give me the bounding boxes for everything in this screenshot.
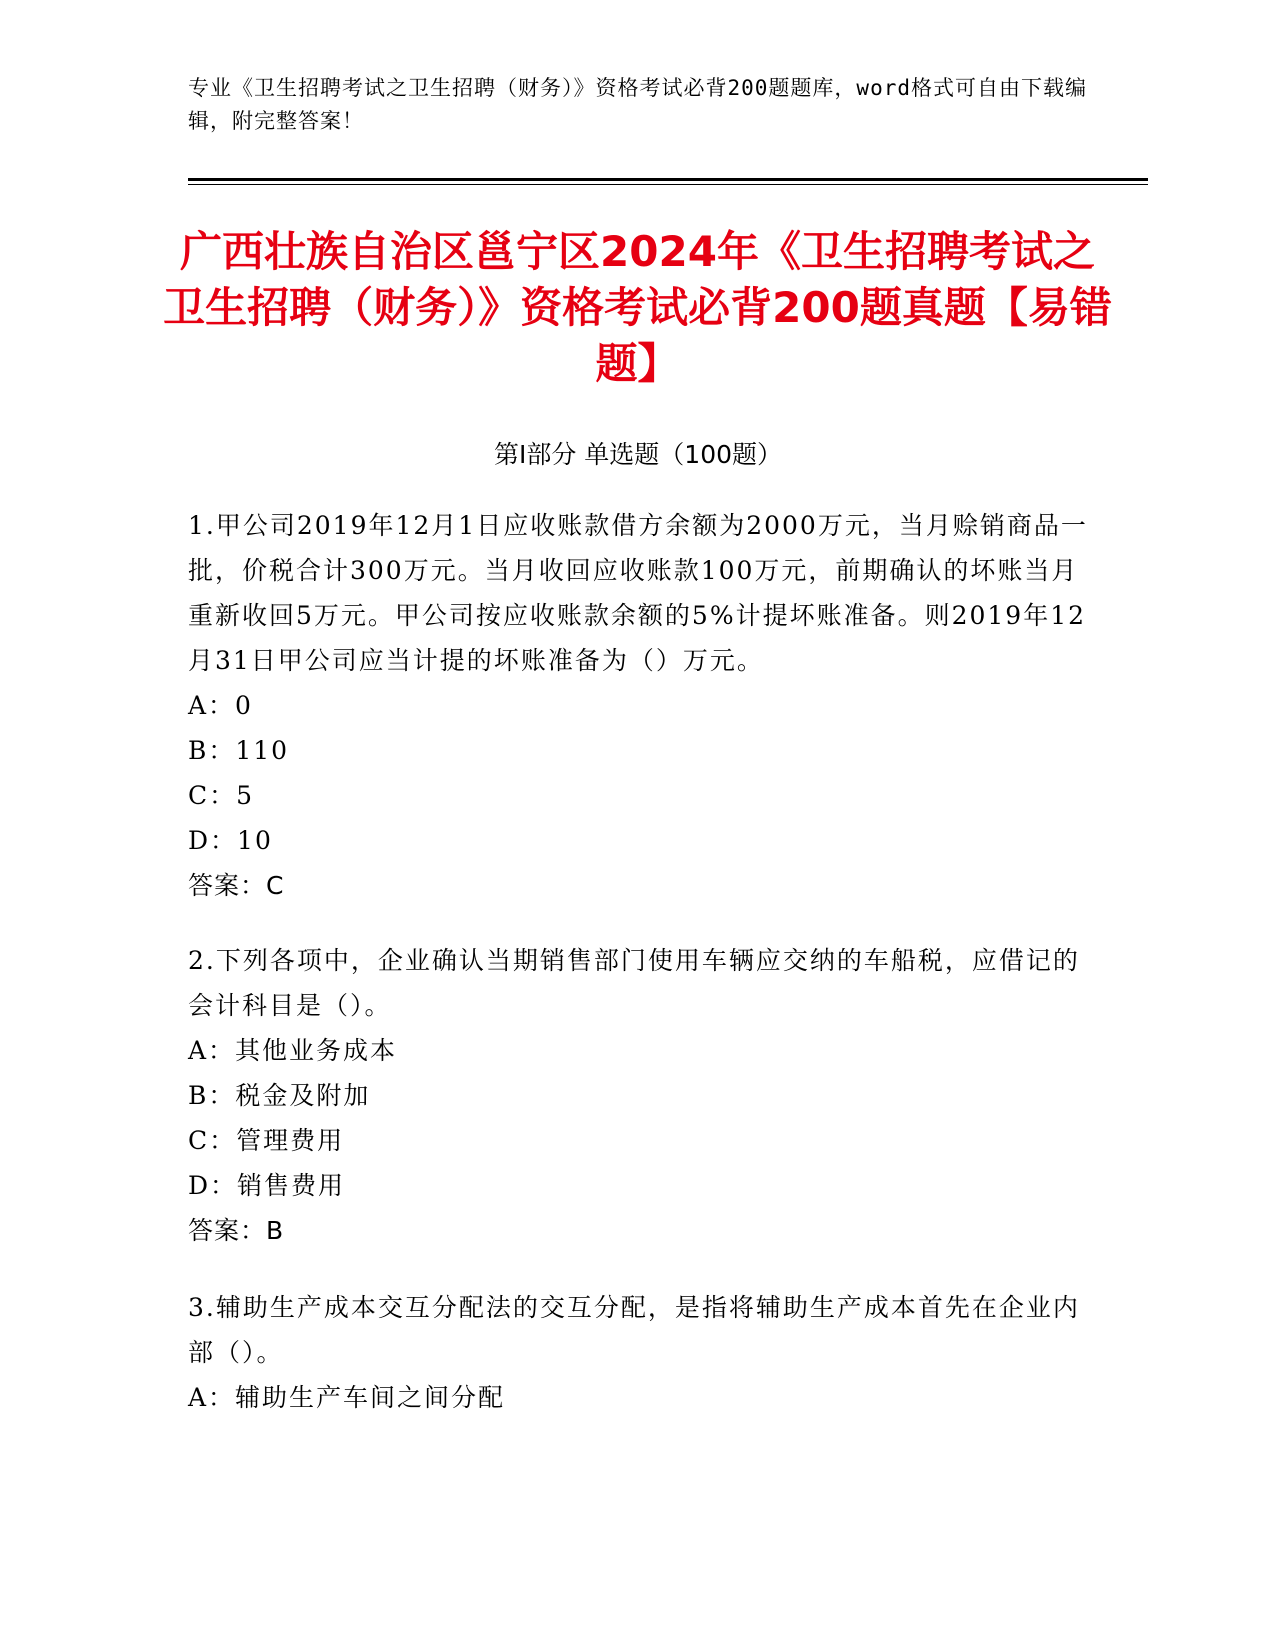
question-3 xyxy=(188,1285,1088,1420)
header-note: 专业《卫生招聘考试之卫生招聘（财务）》资格考试必背200题题库，word格式可自由下载编辑，附完整答案！ xyxy=(188,76,1087,133)
question-2 xyxy=(188,938,1088,1253)
option-c: C：5 xyxy=(188,781,255,810)
question-stem: 1.甲公司2019年12月1日应收账款借方余额为2000万元，当月赊销商品一批，价税合计300万元。当月收回应收账款100万元，前期确认的坏账当月重新收回5万元。甲公司按应收账款余额的5%计提坏账准备。则2019年12月31日甲公司应当计提的坏账准备为（）万元。 xyxy=(188,511,1088,675)
option-a: A：辅助生产车间之间分配 xyxy=(188,1383,506,1412)
header-divider-thick xyxy=(188,178,1148,181)
document-title: 广西壮族自治区邕宁区2024年《卫生招聘考试之卫生招聘（财务）》资格考试必背200题真题【易错题】 xyxy=(163,227,1112,388)
question-stem: 2.下列各项中，企业确认当期销售部门使用车辆应交纳的车船税，应借记的会计科目是（）。 xyxy=(188,946,1080,1020)
option-b: B：110 xyxy=(188,736,290,765)
answer: 答案：C xyxy=(188,871,285,900)
question-stem: 3.辅助生产成本交互分配法的交互分配，是指将辅助生产成本首先在企业内部（）。 xyxy=(188,1293,1080,1367)
question-1 xyxy=(188,503,1088,908)
option-a: A：其他业务成本 xyxy=(188,1036,398,1065)
option-b: B：税金及附加 xyxy=(188,1081,371,1110)
option-d: D：10 xyxy=(188,826,273,855)
option-c: C：管理费用 xyxy=(188,1126,345,1155)
section-title: 第I部分 单选题（100题） xyxy=(493,440,783,469)
option-a: A：0 xyxy=(188,691,253,720)
answer: 答案：B xyxy=(188,1216,285,1245)
header-divider-thin xyxy=(188,184,1148,185)
option-d: D：销售费用 xyxy=(188,1171,346,1200)
